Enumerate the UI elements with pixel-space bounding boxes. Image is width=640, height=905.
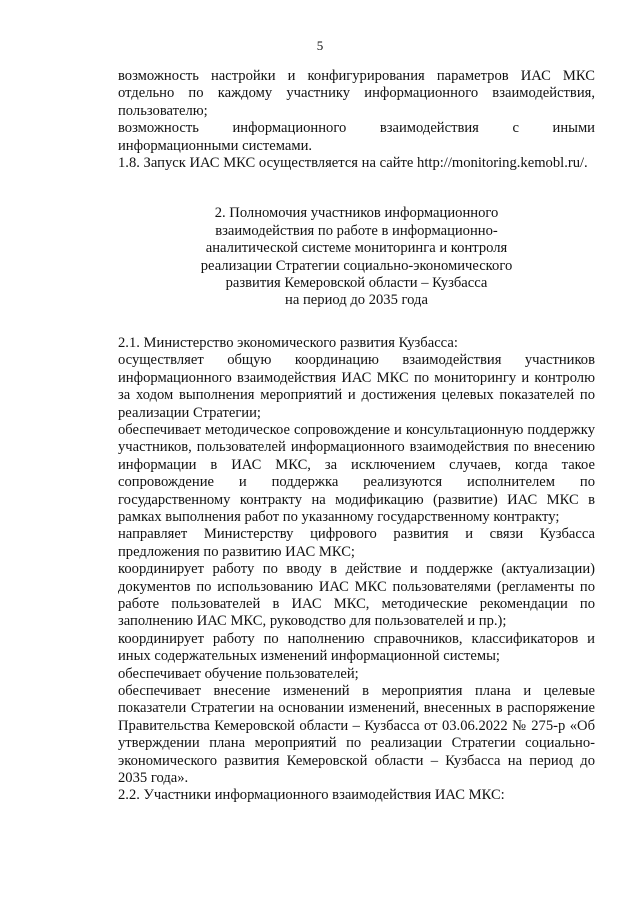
section-2-1-item: обеспечивает методическое сопровождение и консультационную поддержку участников, пользователей информационного взаимодействия по внесению информации в ИАС МКС, за исключением случаев, когда такое сопровождение и поддержка реализуются исполнителем по государственному контракту на модификацию (развитие) ИАС МКС в рамках выполнения работ по указанному государственному контракту; xyxy=(118,421,595,525)
document-body xyxy=(118,68,595,805)
intro-paragraph-2: возможность информационного взаимодействия с иными информационными системами. xyxy=(118,120,595,154)
section-2-2-title: 2.2. Участники информационного взаимодействия ИАС МКС: xyxy=(118,787,505,804)
heading-line: реализации Стратегии социально-экономического xyxy=(200,257,513,274)
heading-line: аналитической системе мониторинга и контроля xyxy=(205,240,508,257)
section-2-1-title: 2.1. Министерство экономического развития Кузбасса: xyxy=(118,334,458,351)
section-2-heading xyxy=(118,205,595,309)
section-2-1-item: координирует работу по наполнению справочников, классификаторов и иных содержательных изменений информационной системы; xyxy=(118,630,595,665)
intro-paragraph-1: возможность настройки и конфигурирования параметров ИАС МКС отдельно по каждому участнику информационного взаимодействия, пользователю; xyxy=(118,68,595,119)
section-2-1-item: направляет Министерству цифрового развития и связи Кузбасса предложения по развитию ИАС МКС; xyxy=(118,526,595,560)
section-2-1-item: обеспечивает внесение изменений в мероприятия плана и целевые показатели Стратегии на основании изменений, внесенных в распоряжение Правительства Кемеровской области – Кузбасса от 03.06.2022 № 275-р «Об утверждении плана мероприятий по реализации Стратегии социально-экономического развития Кемеровской области – Кузбасса на период до 2035 года». xyxy=(118,683,595,787)
page-number: 5 xyxy=(316,38,324,53)
section-2-1-item: осуществляет общую координацию взаимодействия участников информационного взаимодействия ИАС МКС по мониторингу и контролю за ходом выполнения мероприятий и достижения целевых показателей по реализации Стратегии; xyxy=(118,352,595,421)
section-2-1-item: координирует работу по вводу в действие и поддержке (актуализации) документов по использованию ИАС МКС пользователями (регламенты по работе пользователей в ИАС МКС, методические рекомендации по заполнению ИАС МКС, руководство для пользователей и пр.); xyxy=(118,561,595,630)
section-2-1-item: обеспечивает обучение пользователей; xyxy=(118,665,359,682)
heading-line: развития Кемеровской области – Кузбасса xyxy=(225,275,488,292)
intro-paragraph-3: 1.8. Запуск ИАС МКС осуществляется на сайте http://monitoring.kemobl.ru/. xyxy=(118,155,588,172)
heading-line: 2. Полномочия участников информационного xyxy=(214,205,499,222)
heading-line: на период до 2035 года xyxy=(285,292,428,309)
heading-line: взаимодействия по работе в информационно- xyxy=(215,222,498,239)
